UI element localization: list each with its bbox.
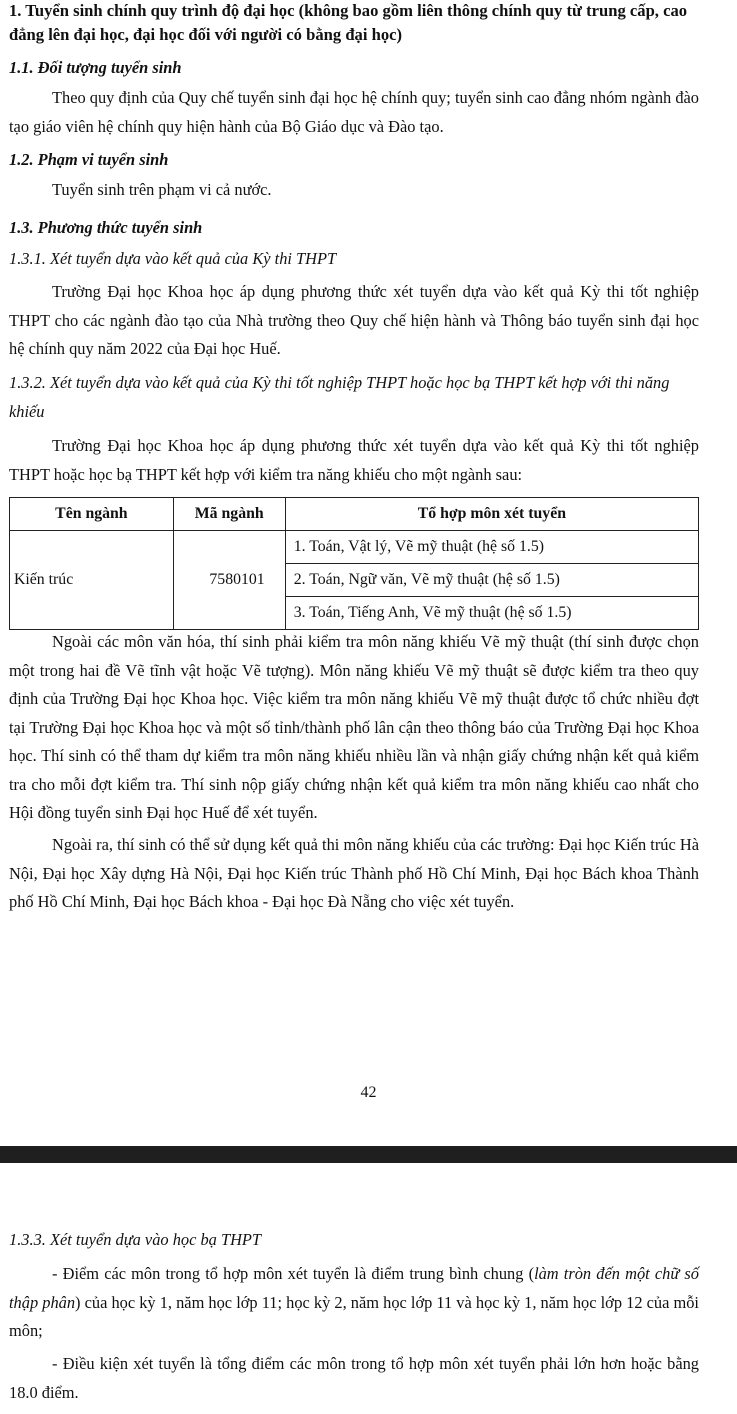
section-1-3-2-text: Trường Đại học Khoa học áp dụng phương thức xét tuyển dựa vào kết quả Kỳ thi tốt nghiệp THPT hoặc học bạ THPT kết hợp với kiểm tra năng khiếu cho một ngành sau: (9, 436, 699, 484)
section-1-3-3-bullet-2: - Điều kiện xét tuyển là tổng điểm các môn trong tổ hợp môn xét tuyển phải lớn hơn hoặc bằng 18.0 điểm. (9, 1354, 699, 1402)
table-header-cell: Tổ hợp môn xét tuyển (285, 498, 698, 531)
page-number: 42 (360, 1084, 377, 1101)
section-1-2-text: Tuyển sinh trên phạm vi cả nước. (52, 180, 272, 199)
combo-cell: 2. Toán, Ngữ văn, Vẽ mỹ thuật (hệ số 1.5) (285, 564, 698, 597)
combo-cell: 3. Toán, Tiếng Anh, Vẽ mỹ thuật (hệ số 1.5) (285, 597, 698, 630)
major-code-cell: 7580101 (173, 531, 285, 630)
bullet-1-text-italic: làm tròn đến một chữ số thập phân (9, 1264, 699, 1312)
bullet-1-text-a: - Điểm các môn trong tổ hợp môn xét tuyển là điểm trung bình chung ( (52, 1264, 535, 1283)
table-header-row (10, 498, 699, 531)
section-1-3-1-title: 1.3.1. Xét tuyển dựa vào kết quả của Kỳ thi THPT (9, 249, 337, 268)
section-1-3-2-title: 1.3.2. Xét tuyển dựa vào kết quả của Kỳ thi tốt nghiệp THPT hoặc học bạ THPT kết hợp với thi năng khiếu (9, 373, 670, 421)
main-heading: 1. Tuyển sinh chính quy trình độ đại học (không bao gồm liên thông chính quy từ trung cấp, cao đẳng lên đại học, đại học đối với người có bằng đại học) (9, 1, 688, 44)
section-1-2-title: 1.2. Phạm vi tuyển sinh (9, 150, 169, 169)
page-separator (0, 1146, 737, 1163)
section-1-3-3-bullet-1 (9, 1260, 699, 1346)
combo-cell: 1. Toán, Vật lý, Vẽ mỹ thuật (hệ số 1.5) (285, 531, 698, 564)
table-row (10, 531, 699, 564)
table-header-cell: Tên ngành (10, 498, 174, 531)
section-1-3-title: 1.3. Phương thức tuyển sinh (9, 218, 203, 237)
section-1-3-2-paragraph-2: Ngoài ra, thí sinh có thể sử dụng kết quả thi môn năng khiếu của các trường: Đại học Kiến trúc Hà Nội, Đại học Xây dựng Hà Nội, Đại học Kiến trúc Thành phố Hồ Chí Minh, Đại học Bách khoa Thành phố Hồ Chí Minh, Đại học Bách khoa - Đại học Đà Nẵng cho việc xét tuyển. (9, 835, 699, 911)
table-header-cell: Mã ngành (173, 498, 285, 531)
section-1-1-text: Theo quy định của Quy chế tuyển sinh đại học hệ chính quy; tuyển sinh cao đẳng nhóm ngành đào tạo giáo viên hệ chính quy hiện hành của Bộ Giáo dục và Đào tạo. (9, 88, 699, 136)
section-1-3-2-paragraph-1: Ngoài các môn văn hóa, thí sinh phải kiểm tra môn năng khiếu Vẽ mỹ thuật (thí sinh được chọn một trong hai đề Vẽ tĩnh vật hoặc Vẽ tượng). Môn năng khiếu Vẽ mỹ thuật sẽ được kiểm tra theo quy định của Trường Đại học Khoa học. Việc kiểm tra môn năng khiếu Vẽ mỹ thuật được tổ chức nhiều đợt tại Trường Đại học Khoa học và một số tỉnh/thành phố lân cận theo thông báo của Trường Đại học Khoa học. Thí sinh có thể tham dự kiểm tra môn năng khiếu nhiều lần và nhận giấy chứng nhận kết quả kiểm tra cho mỗi đợt kiểm tra. Thí sinh nộp giấy chứng nhận kết quả kiểm tra môn năng khiếu cao nhất cho Hội đồng tuyển sinh Đại học Huế để xét tuyển. (9, 632, 699, 822)
section-1-1-title: 1.1. Đối tượng tuyển sinh (9, 58, 182, 77)
major-name-cell: Kiến trúc (10, 531, 174, 630)
section-1-3-1-text: Trường Đại học Khoa học áp dụng phương thức xét tuyển dựa vào kết quả Kỳ thi tốt nghiệp THPT cho các ngành đào tạo của Nhà trường theo Quy chế hiện hành và Thông báo tuyển sinh đại học hệ chính quy năm 2022 của Đại học Huế. (9, 282, 699, 358)
section-1-3-3-title: 1.3.3. Xét tuyển dựa vào học bạ THPT (9, 1230, 262, 1249)
admission-table (9, 497, 699, 630)
bullet-1-text-b: ) của học kỳ 1, năm học lớp 11; học kỳ 2, năm học lớp 11 và học kỳ 1, năm học lớp 12 của mỗi môn; (9, 1292, 699, 1340)
